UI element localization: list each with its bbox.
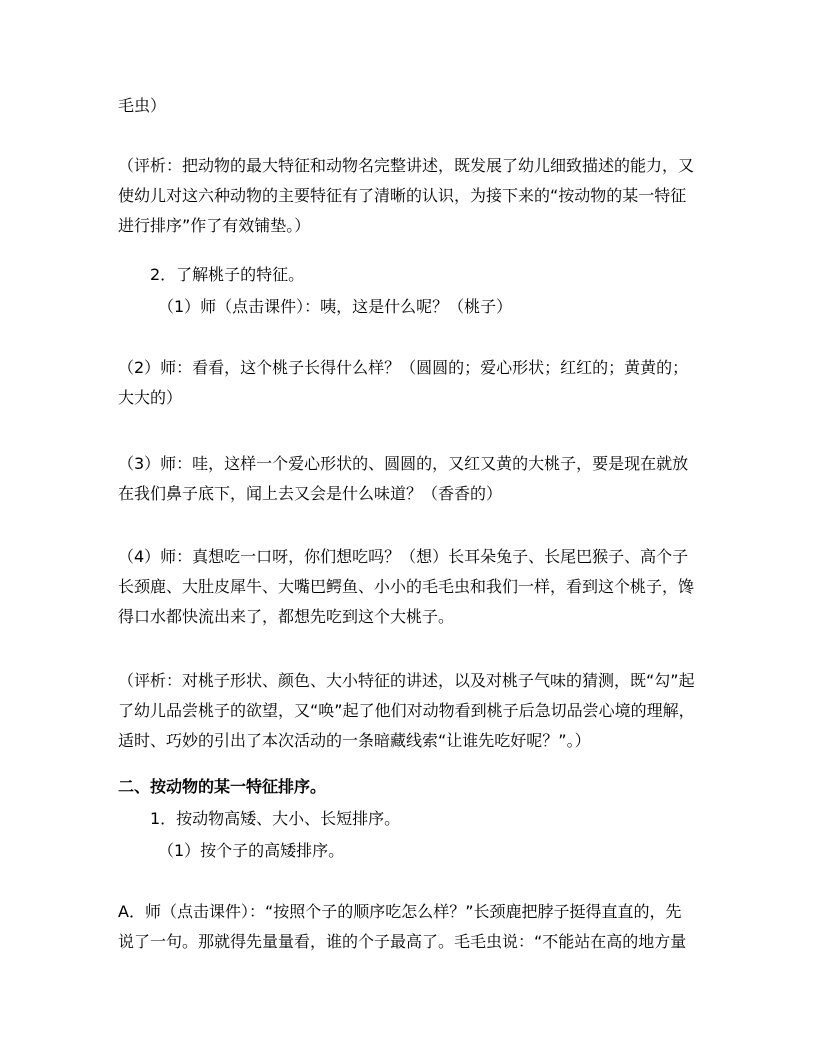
paragraph-continuation <box>118 91 698 121</box>
text-line: 了幼儿品尝桃子的欲望，又“唤”起了他们对动物看到桃子后急切品尝心境的理解， <box>118 701 695 720</box>
text-line: 进行排序”作了有效铺垫。） <box>118 216 311 235</box>
text-line: 使幼儿对这六种动物的主要特征有了清晰的认识，为接下来的“按动物的某一特征 <box>118 186 687 205</box>
paragraph-step-1 <box>158 292 738 322</box>
text-line: （3）师：哇，这样一个爱心形状的、圆圆的，又红又黄的大桃子，要是现在就放 <box>118 454 689 473</box>
text-line: 二、按动物的某一特征排序。 <box>118 777 327 796</box>
text-line: （评析：对桃子形状、颜色、大小特征的讲述，以及对桃子气味的猜测，既“勾”起 <box>118 671 695 690</box>
text-line: 2．了解桃子的特征。 <box>150 265 305 284</box>
text-line: 大大的） <box>118 388 183 407</box>
paragraph-commentary-1 <box>118 151 698 241</box>
subsection-heading-sort-types <box>150 804 730 834</box>
text-line: 毛虫） <box>118 96 167 115</box>
text-line: A．师（点击课件）：“按照个子的顺序吃怎么样？”长颈鹿把脖子挺得直直的，先 <box>118 902 682 921</box>
text-line: （评析：把动物的最大特征和动物名完整讲述，既发展了幼儿细致描述的能力，又 <box>118 156 695 175</box>
text-line: 在我们鼻子底下，闻上去又会是什么味道？（香香的） <box>118 484 503 503</box>
paragraph-sort-by-height <box>158 836 738 866</box>
paragraph-step-2 <box>118 353 698 413</box>
section-heading-peach <box>150 260 730 290</box>
paragraph-step-4 <box>118 542 698 632</box>
text-line: 得口水都快流出来了，都想先吃到这个大桃子。 <box>118 607 455 626</box>
text-line: （4）师：真想吃一口呀，你们想吃吗？（想）长耳朵兔子、长尾巴猴子、高个子 <box>118 547 689 566</box>
text-line: （1）按个子的高矮排序。 <box>158 841 345 860</box>
text-line: （2）师：看看，这个桃子长得什么样？（圆圆的；爱心形状；红红的；黄黄的； <box>118 358 689 377</box>
text-line: （1）师（点击课件）：咦，这是什么呢？（桃子） <box>158 297 513 316</box>
paragraph-step-3 <box>118 449 698 509</box>
text-line: 长颈鹿、大肚皮犀牛、大嘴巴鳄鱼、小小的毛毛虫和我们一样，看到这个桃子，馋 <box>118 577 695 596</box>
paragraph-commentary-2 <box>118 666 698 756</box>
text-line: 适时、巧妙的引出了本次活动的一条暗藏线索“让谁先吃好呢？”。） <box>118 731 591 750</box>
section-heading-sorting <box>118 772 698 802</box>
text-line: 1．按动物高矮、大小、长短排序。 <box>150 809 401 828</box>
text-line: 说了一句。那就得先量量看，谁的个子最高了。毛毛虫说：“不能站在高的地方量 <box>118 932 687 951</box>
paragraph-step-a <box>118 897 698 957</box>
